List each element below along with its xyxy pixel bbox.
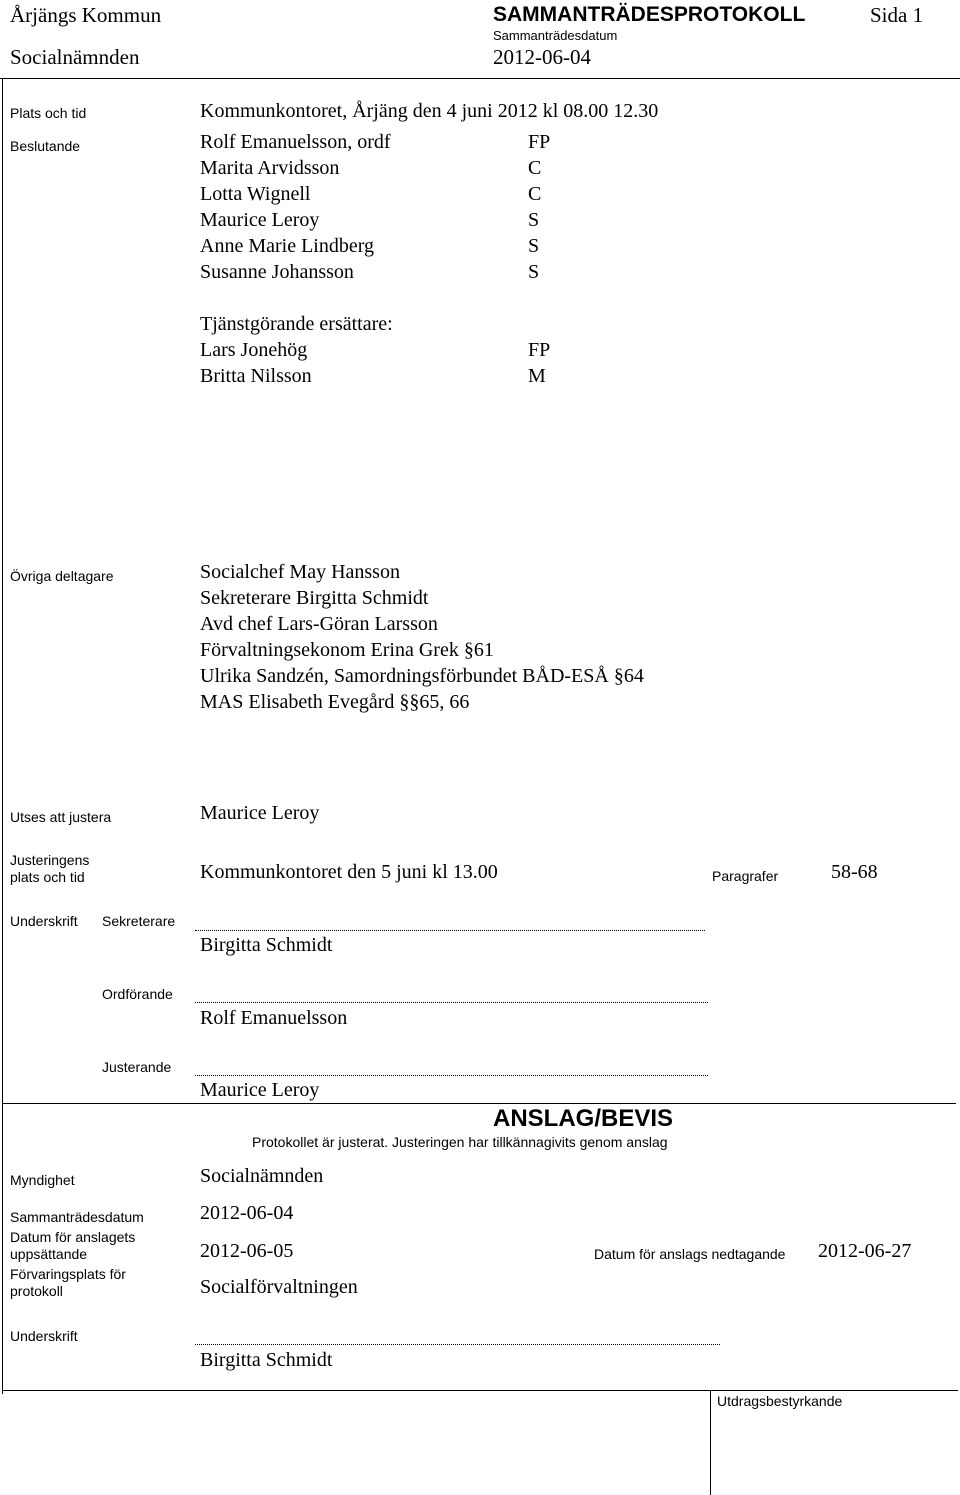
section-divider bbox=[2, 1103, 956, 1104]
removed-date-value: 2012-06-27 bbox=[818, 1240, 912, 1262]
signature-line bbox=[195, 1344, 720, 1345]
participant-line: Socialchef May Hansson bbox=[200, 561, 400, 583]
posted-label-line2: uppsättande bbox=[10, 1246, 88, 1262]
signature-label: Underskrift bbox=[10, 913, 78, 929]
others-label: Övriga deltagare bbox=[10, 568, 114, 584]
signature-name-adjuster: Maurice Leroy bbox=[200, 1079, 320, 1101]
substitute-name: Lars Jonehög bbox=[200, 339, 308, 361]
adjuster-label: Utses att justera bbox=[10, 809, 112, 825]
document-title: SAMMANTRÄDESPROTOKOLL bbox=[493, 3, 806, 26]
notice-signature-label: Underskrift bbox=[10, 1328, 78, 1344]
participant-line: MAS Elisabeth Evegård §§65, 66 bbox=[200, 691, 470, 713]
removed-label: Datum för anslags nedtagande bbox=[594, 1246, 786, 1262]
municipality-name: Årjängs Kommun bbox=[10, 3, 162, 27]
meeting-date-value: 2012-06-04 bbox=[200, 1202, 294, 1224]
board-name: Socialnämnden bbox=[10, 45, 140, 69]
page-number: Sida 1 bbox=[870, 3, 924, 27]
header-rule bbox=[0, 78, 960, 79]
paragraphs-label: Paragrafer bbox=[712, 868, 779, 884]
participant-line: Avd chef Lars-Göran Larsson bbox=[200, 613, 438, 635]
signature-role-adjuster: Justerande bbox=[102, 1059, 172, 1075]
member-party: FP bbox=[528, 131, 551, 153]
left-border bbox=[2, 78, 3, 1394]
member-name: Susanne Johansson bbox=[200, 261, 354, 283]
meeting-date-label: Sammanträdesdatum bbox=[10, 1209, 144, 1225]
signature-name-chair: Rolf Emanuelsson bbox=[200, 1007, 348, 1029]
member-party: S bbox=[528, 261, 540, 283]
participant-line: Förvaltningsekonom Erina Grek §61 bbox=[200, 639, 494, 661]
signature-role-chair: Ordförande bbox=[102, 986, 173, 1002]
signature-line bbox=[195, 930, 705, 931]
member-party: S bbox=[528, 209, 540, 231]
storage-label-line2: protokoll bbox=[10, 1283, 63, 1299]
substitutes-heading: Tjänstgörande ersättare: bbox=[200, 313, 393, 335]
member-name: Lotta Wignell bbox=[200, 183, 311, 205]
signature-line bbox=[195, 1002, 708, 1003]
authority-label: Myndighet bbox=[10, 1172, 75, 1188]
member-party: S bbox=[528, 235, 540, 257]
paragraphs-value: 58-68 bbox=[831, 861, 878, 883]
adjuster-value: Maurice Leroy bbox=[200, 802, 320, 824]
substitute-name: Britta Nilsson bbox=[200, 365, 312, 387]
member-name: Marita Arvidsson bbox=[200, 157, 340, 179]
adjustment-label-line2: plats och tid bbox=[10, 869, 85, 885]
participant-line: Ulrika Sandzén, Samordningsförbundet BÅD-ESÅ §64 bbox=[200, 665, 644, 687]
storage-value: Socialförvaltningen bbox=[200, 1276, 358, 1298]
deciding-label: Beslutande bbox=[10, 138, 81, 154]
substitute-party: M bbox=[528, 365, 546, 387]
bottom-border bbox=[2, 1390, 958, 1391]
adjustment-label-line1: Justeringens bbox=[10, 852, 90, 868]
member-party: C bbox=[528, 183, 542, 205]
signature-role-secretary: Sekreterare bbox=[102, 913, 176, 929]
place-time-value: Kommunkontoret, Årjäng den 4 juni 2012 kl 08.00 12.30 bbox=[200, 100, 659, 122]
member-party: C bbox=[528, 157, 542, 179]
posted-date-value: 2012-06-05 bbox=[200, 1240, 294, 1262]
adjustment-value: Kommunkontoret den 5 juni kl 13.00 bbox=[200, 861, 498, 883]
storage-label-line1: Förvaringsplats för bbox=[10, 1266, 126, 1282]
authority-value: Socialnämnden bbox=[200, 1165, 324, 1187]
substitute-party: FP bbox=[528, 339, 551, 361]
extract-label: Utdragsbestyrkande bbox=[717, 1393, 843, 1409]
posted-label-line1: Datum för anslagets bbox=[10, 1229, 136, 1245]
signature-name-secretary: Birgitta Schmidt bbox=[200, 934, 333, 956]
notice-title: ANSLAG/BEVIS bbox=[493, 1105, 674, 1132]
signature-line bbox=[195, 1075, 708, 1076]
notice-subtitle: Protokollet är justerat. Justeringen har tillkännagivits genom anslag bbox=[252, 1134, 668, 1150]
participant-line: Sekreterare Birgitta Schmidt bbox=[200, 587, 429, 609]
member-name: Rolf Emanuelsson, ordf bbox=[200, 131, 391, 153]
place-time-label: Plats och tid bbox=[10, 105, 87, 121]
header-date: 2012-06-04 bbox=[493, 45, 591, 69]
member-name: Anne Marie Lindberg bbox=[200, 235, 375, 257]
notice-signature-name: Birgitta Schmidt bbox=[200, 1349, 333, 1371]
extract-box-divider bbox=[710, 1390, 711, 1495]
header-date-label: Sammanträdesdatum bbox=[493, 28, 618, 43]
member-name: Maurice Leroy bbox=[200, 209, 320, 231]
